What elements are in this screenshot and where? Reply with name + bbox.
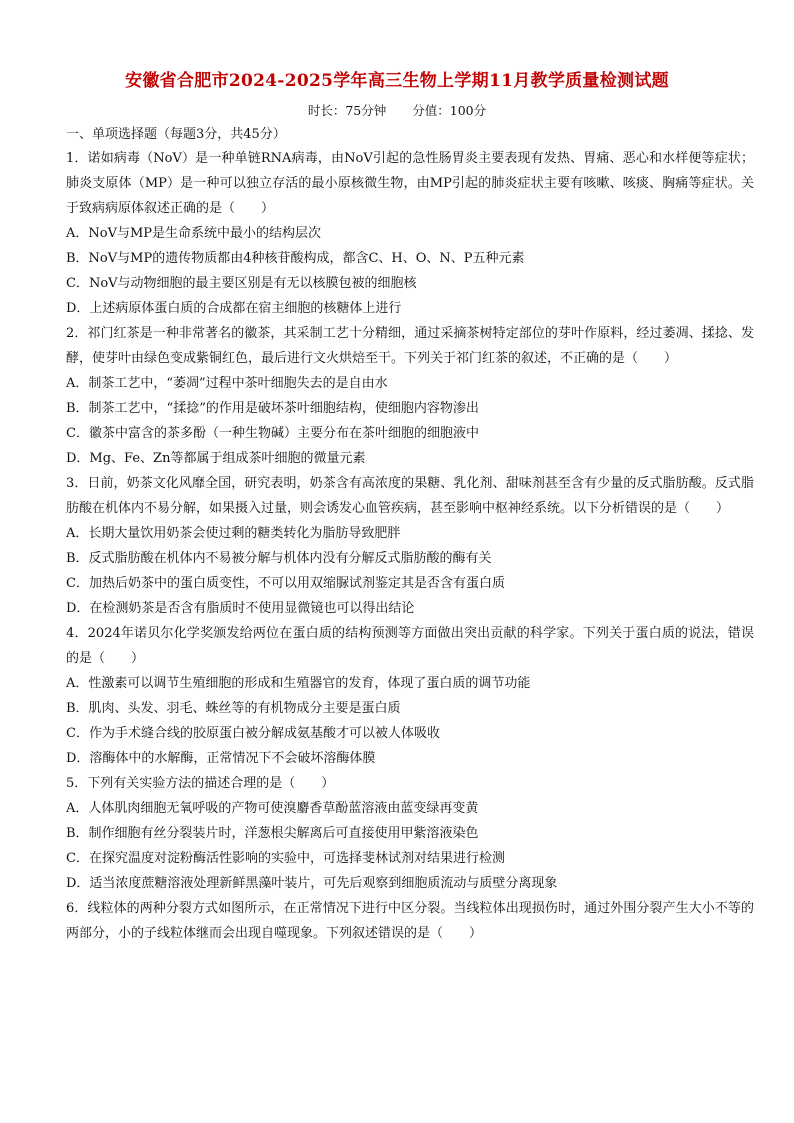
option-a: A．人体肌肉细胞无氧呼吸的产物可使溴麝香草酚蓝溶液由蓝变绿再变黄 (66, 801, 479, 816)
option-c: C．在探究温度对淀粉酶活性影响的实验中，可选择斐林试剂对结果进行检测 (66, 851, 505, 866)
option-d: D．在检测奶茶是否含有脂质时不使用显微镜也可以得出结论 (66, 601, 415, 616)
option-b: B．反式脂肪酸在机体内不易被分解与机体内没有分解反式脂肪酸的酶有关 (66, 551, 492, 566)
option-b: B．NoV与MP的遗传物质都由4种核苷酸构成，都含C、H、O、N、P五种元素 (66, 251, 525, 266)
exam-duration: 时长：75分钟 (307, 103, 387, 118)
question-4 (66, 621, 754, 771)
exam-score: 分值：100分 (412, 103, 487, 118)
question-stem: 1．诺如病毒（NoV）是一种单链RNA病毒，由NoV引起的急性肠胃炎主要表现有发热、胃痛、恶心和水样便等症状；肺炎支原体（MP）是一种可以独立存活的最小原核微生物，由MP引起的肺炎症状主要有咳嗽、咳痰、胸痛等症状。关于致病病原体叙述正确的是（ ） (66, 151, 754, 216)
option-d: D．上述病原体蛋白质的合成都在宿主细胞的核糖体上进行 (66, 301, 402, 316)
exam-meta (66, 102, 754, 120)
exam-title: 安徽省合肥市2024-2025学年高三生物上学期11月教学质量检测试题 (125, 71, 669, 91)
question-6 (66, 896, 754, 946)
option-a: A．制茶工艺中，“萎凋”过程中茶叶细胞失去的是自由水 (66, 376, 388, 391)
option-d: D．适当浓度蔗糖溶液处理新鲜黑藻叶装片，可先后观察到细胞质流动与质壁分离现象 (66, 876, 558, 891)
question-1 (66, 146, 754, 321)
section-heading: 一、单项选择题（每题3分，共45分） (66, 127, 286, 142)
question-stem: 2．祁门红茶是一种非常著名的徽茶，其采制工艺十分精细，通过采摘茶树特定部位的芽叶作原料，经过萎凋、揉捻、发酵，使芽叶由绿色变成紫铜红色，最后进行文火烘焙至干。下列关于祁门红茶的叙述，不正确的是（ ） (66, 326, 754, 366)
option-d: D．Mg、Fe、Zn等都属于组成茶叶细胞的微量元素 (66, 451, 366, 466)
question-2 (66, 321, 754, 471)
option-a: A．NoV与MP是生命系统中最小的结构层次 (66, 226, 322, 241)
question-3 (66, 471, 754, 621)
option-c: C．作为手术缝合线的胶原蛋白被分解成氨基酸才可以被人体吸收 (66, 726, 440, 741)
question-stem: 4．2024年诺贝尔化学奖颁发给两位在蛋白质的结构预测等方面做出突出贡献的科学家。下列关于蛋白质的说法，错误的是（ ） (66, 626, 754, 666)
option-a: A．性激素可以调节生殖细胞的形成和生殖器官的发育，体现了蛋白质的调节功能 (66, 676, 531, 691)
option-c: C．加热后奶茶中的蛋白质变性，不可以用双缩脲试剂鉴定其是否含有蛋白质 (66, 576, 505, 591)
option-b: B．肌肉、头发、羽毛、蛛丝等的有机物成分主要是蛋白质 (66, 701, 401, 716)
question-stem: 3．日前，奶茶文化风靡全国，研究表明，奶茶含有高浓度的果糖、乳化剂、甜味剂甚至含有少量的反式脂肪酸。反式脂肪酸在机体内不易分解，如果摄入过量，则会诱发心血管疾病，甚至影响中枢神经系统。以下分析错误的是（ ） (66, 476, 754, 516)
question-5 (66, 771, 754, 896)
option-b: B．制茶工艺中，“揉捻”的作用是破坏茶叶细胞结构，使细胞内容物渗出 (66, 401, 479, 416)
option-a: A．长期大量饮用奶茶会使过剩的糖类转化为脂肪导致肥胖 (66, 526, 401, 541)
option-c: C．徽茶中富含的茶多酚（一种生物碱）主要分布在茶叶细胞的细胞液中 (66, 426, 479, 441)
question-stem: 5．下列有关实验方法的描述合理的是（ ） (66, 776, 335, 791)
option-d: D．溶酶体中的水解酶，正常情况下不会破坏溶酶体膜 (66, 751, 376, 766)
option-c: C．NoV与动物细胞的最主要区别是有无以核膜包被的细胞核 (66, 276, 417, 291)
option-b: B．制作细胞有丝分裂装片时，洋葱根尖解离后可直接使用甲紫溶液染色 (66, 826, 479, 841)
question-stem: 6．线粒体的两种分裂方式如图所示，在正常情况下进行中区分裂。当线粒体出现损伤时，通过外围分裂产生大小不等的两部分，小的子线粒体继而会出现自噬现象。下列叙述错误的是（ ） (66, 901, 754, 941)
